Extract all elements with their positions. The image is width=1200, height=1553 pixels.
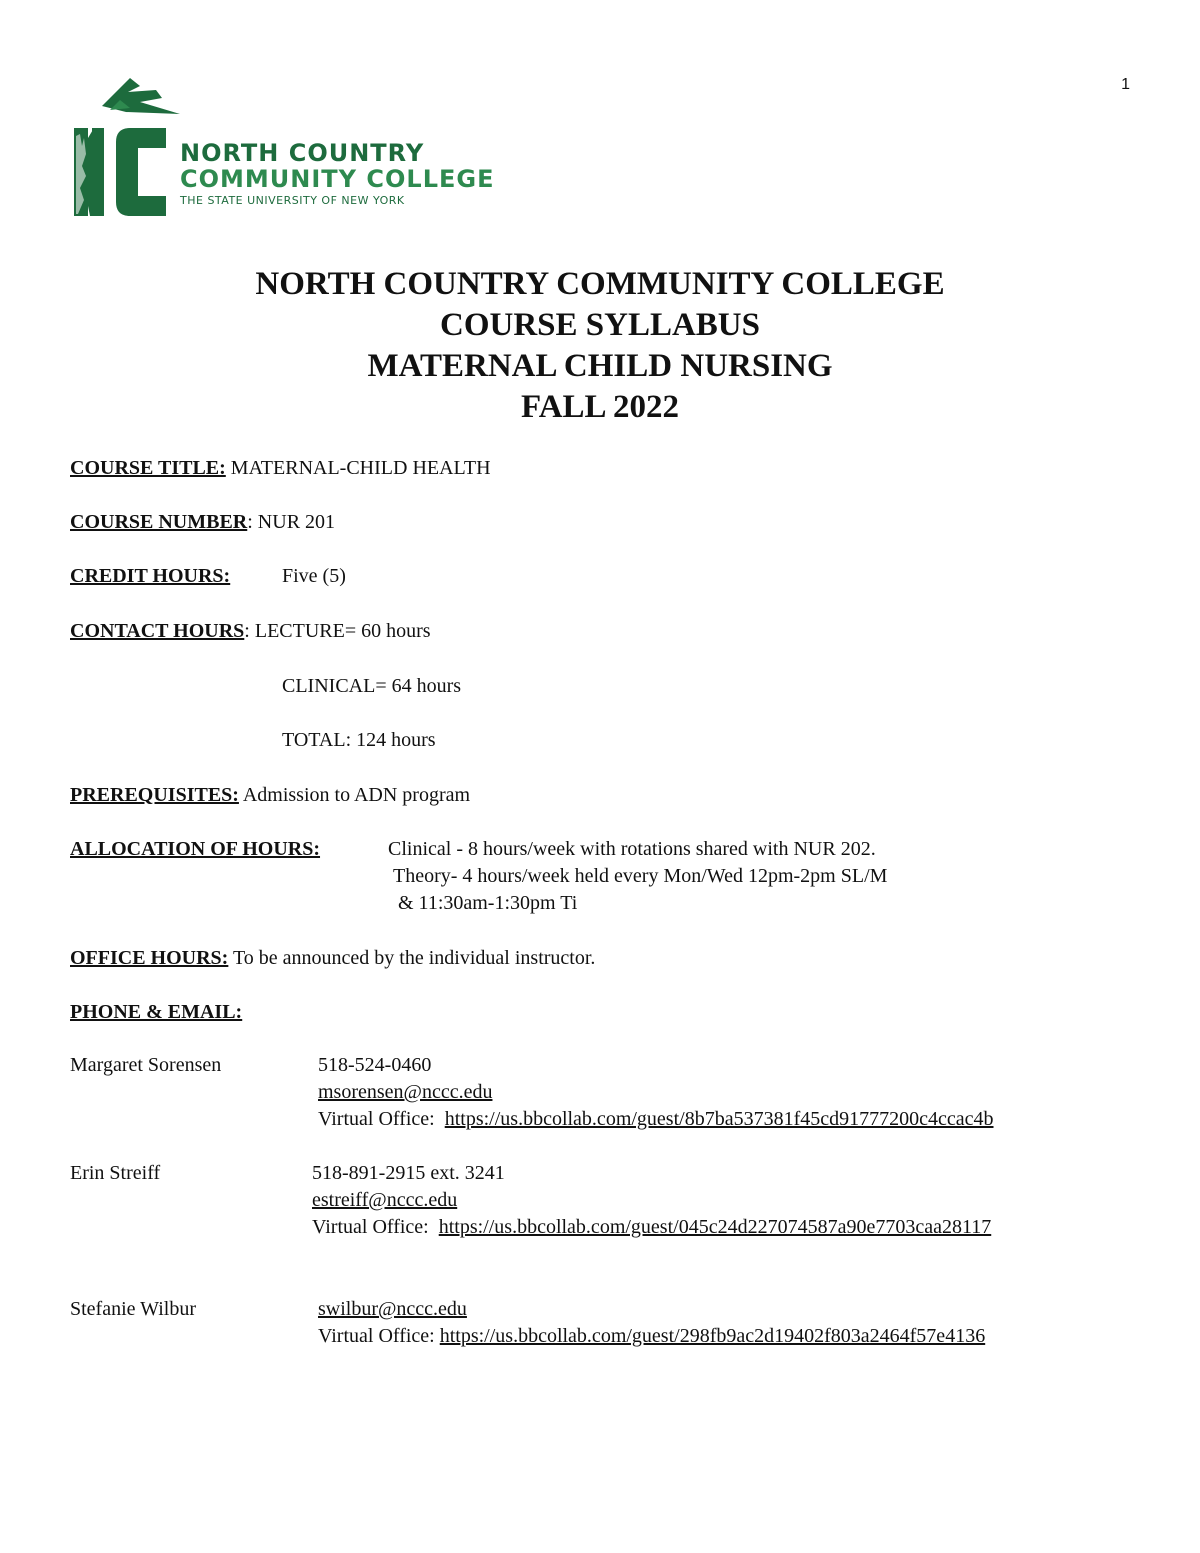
title-term: FALL 2022	[521, 389, 679, 425]
logo-line-2: COMMUNITY COLLEGE	[180, 165, 495, 193]
instructor-email-link[interactable]: msorensen@nccc.edu	[318, 1081, 493, 1103]
course-title-label: COURSE TITLE:	[70, 457, 226, 479]
phone-email-label: PHONE & EMAIL:	[70, 1001, 243, 1023]
contact-hours-clinical: CLINICAL= 64 hours	[282, 675, 462, 697]
office-hours-value: To be announced by the individual instructor.	[228, 947, 596, 969]
virtual-office-link[interactable]: https://us.bbcollab.com/guest/298fb9ac2d19402f803a2464f57e4136	[439, 1325, 986, 1347]
title-course: MATERNAL CHILD NURSING	[367, 348, 833, 384]
virtual-office-label: Virtual Office:	[318, 1108, 435, 1130]
course-number-value: : NUR 201	[247, 511, 336, 533]
instructor-name: Margaret Sorensen	[70, 1054, 222, 1076]
instructor-name: Erin Streiff	[70, 1162, 161, 1184]
allocation-clinical: Clinical - 8 hours/week with rotations shared with NUR 202.	[388, 838, 876, 860]
instructor-phone: 518-524-0460	[318, 1054, 432, 1076]
virtual-office-label: Virtual Office:	[312, 1216, 429, 1238]
logo-wordmark	[180, 140, 494, 207]
allocation-theory: Theory- 4 hours/week held every Mon/Wed 12pm-2pm SL/M	[393, 865, 888, 887]
contact-hours-total: TOTAL: 124 hours	[282, 729, 436, 751]
office-hours-row	[70, 945, 595, 972]
prerequisites-label: PREREQUISITES:	[70, 784, 239, 806]
credit-hours-label: CREDIT HOURS:	[70, 565, 231, 587]
course-title-value: MATERNAL-CHILD HEALTH	[225, 457, 491, 479]
instructor-virtual-office	[312, 1214, 991, 1241]
instructor-virtual-office	[318, 1323, 985, 1350]
page-number: 1	[1121, 76, 1130, 93]
virtual-office-link[interactable]: https://us.bbcollab.com/guest/045c24d227074587a90e7703caa28117	[438, 1216, 992, 1238]
contact-hours-row	[70, 618, 431, 645]
contact-hours-lecture: : LECTURE= 60 hours	[244, 620, 431, 642]
credit-hours-value: Five (5)	[282, 565, 346, 587]
virtual-office-label: Virtual Office:	[318, 1325, 435, 1347]
title-college: NORTH COUNTRY COMMUNITY COLLEGE	[255, 266, 945, 302]
course-number-label: COURSE NUMBER	[70, 511, 248, 533]
logo-line-3: THE STATE UNIVERSITY OF NEW YORK	[180, 194, 405, 207]
instructor-virtual-office	[318, 1106, 994, 1133]
virtual-office-link[interactable]: https://us.bbcollab.com/guest/8b7ba537381f45cd91777200c4ccac4b	[444, 1108, 994, 1130]
instructor-name: Stefanie Wilbur	[70, 1298, 197, 1320]
contact-hours-label: CONTACT HOURS	[70, 620, 245, 642]
instructor-phone: 518-891-2915 ext. 3241	[312, 1162, 505, 1184]
allocation-row	[70, 836, 320, 863]
prerequisites-value: Admission to ADN program	[238, 784, 471, 806]
document-title	[0, 264, 1200, 428]
course-number-row	[70, 509, 335, 536]
instructor-email-link[interactable]: swilbur@nccc.edu	[318, 1298, 467, 1320]
nc-logo-icon	[70, 76, 180, 221]
instructor-email-link[interactable]: estreiff@nccc.edu	[312, 1189, 458, 1211]
allocation-theory-times: & 11:30am-1:30pm Ti	[398, 892, 578, 914]
title-syllabus: COURSE SYLLABUS	[439, 307, 760, 343]
logo-line-1: NORTH COUNTRY	[180, 139, 425, 167]
credit-hours-row	[70, 563, 230, 590]
course-title-row	[70, 455, 491, 482]
prerequisites-row	[70, 782, 470, 809]
allocation-label: ALLOCATION OF HOURS:	[70, 838, 321, 860]
phone-email-row	[70, 999, 242, 1026]
office-hours-label: OFFICE HOURS:	[70, 947, 229, 969]
college-logo	[70, 76, 520, 221]
